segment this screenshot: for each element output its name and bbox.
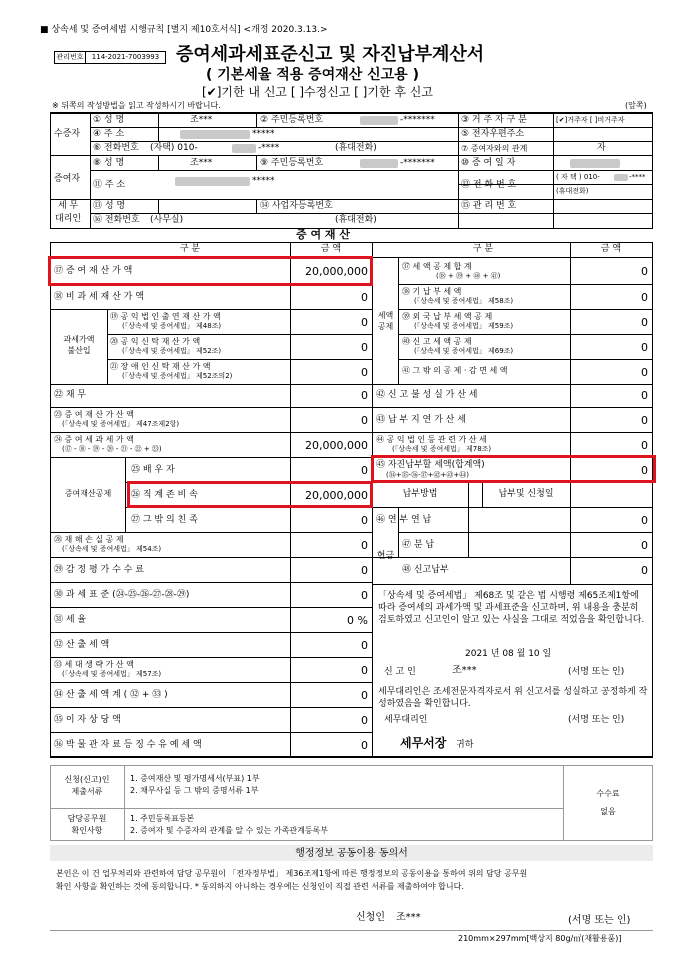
amount-spouse[interactable]: 0 [361, 464, 368, 477]
amount-underreport-penalty[interactable]: 0 [641, 389, 648, 402]
fee-label: 수수료 [596, 789, 620, 798]
row-public-trust-sub: (「상속세 및 증여세법」 제52조) [122, 347, 222, 355]
consent-text-1: 본인은 이 건 업무처리와 관련하여 담당 공무원이 「전자정부법」 제36조제1항에 따른 행정정보의 공동이용을 통하여 위의 담당 공무원 [56, 869, 528, 878]
recipient-rrn-label: ② 주민등록번호 [260, 115, 324, 125]
amount-filing-payment[interactable]: 0 [641, 564, 648, 577]
row-filing-credit: ㊵ 신 고 세 액 공 제 [402, 337, 472, 346]
group-taxfree-2: 불산입 [67, 346, 91, 355]
row-public-corp-penalty: ㊹ 공 익 법 인 등 관 련 가 산 세 [376, 435, 487, 444]
tax-office-suffix: 귀하 [456, 740, 474, 750]
row-late-payment-penalty: ㊸ 납 부 지 연 가 산 세 [376, 415, 466, 425]
amount-generation-skip[interactable]: 0 [361, 664, 368, 677]
recipient-address-tail[interactable]: ***** [252, 129, 275, 139]
mgmt-no-label-box [54, 51, 86, 64]
donor-address-masked [175, 177, 250, 186]
amount-self-payment-total[interactable]: 0 [641, 464, 648, 477]
row-lineal-relatives: ㉖ 직 계 존 비 속 [131, 490, 198, 500]
recipient-label: 수증자 [54, 129, 81, 139]
check-item-2: 2. 증여자 및 수증자의 관계를 알 수 있는 가족관계등록부 [130, 826, 328, 835]
amount-tax-credit-total[interactable]: 0 [641, 265, 648, 278]
right-header-category: 구 분 [472, 244, 494, 254]
agent-sign[interactable]: (서명 또는 인) [568, 715, 625, 725]
row-tax-credit-total: ㊲ 세 액 공 제 합 계 [402, 262, 472, 271]
section-title: 증 여 재 산 [296, 228, 350, 241]
row-installment: ㊻ 연 부 연 납 [376, 515, 432, 525]
donor-name[interactable]: 조*** [190, 158, 213, 168]
row-other-relatives: ㉗ 그 밖 의 친 족 [131, 515, 198, 525]
left-header-amount: 금 액 [320, 244, 342, 254]
gift-date-masked [570, 159, 620, 168]
donor-phone-tail[interactable]: -**** [629, 173, 646, 181]
consent-sign[interactable]: (서명 또는 인) [568, 915, 631, 926]
row-disabled-trust: ㉑ 장 애 인 신 탁 재 산 가 액 [110, 362, 211, 371]
agent-sign-label: 세무대리인 [384, 715, 428, 725]
recipient-address-label: ④ 주 소 [93, 129, 125, 139]
amount-public-corp-penalty[interactable]: 0 [641, 439, 648, 452]
amount-gift-addition[interactable]: 0 [361, 414, 368, 427]
donor-label: 증여자 [54, 174, 81, 184]
row-appraisal-fee: ㉙ 감 정 평 가 수 수 료 [54, 565, 144, 575]
row-computed-tax: ㉜ 산 출 세 액 [54, 640, 110, 650]
group-tax-credit-2: 공제 [377, 322, 394, 331]
left-header-category: 구 분 [179, 244, 201, 254]
highlight-lineal-relatives [127, 481, 373, 508]
row-disaster-loss-sub: (「상속세 및 증여세법」 제54조) [62, 545, 162, 553]
pay-apply-header: 납부및 신청일 [498, 489, 554, 499]
agent-statement: 세무대리인은 조세전문자격자로서 위 신고서를 성실하고 공정하게 작성하였음을 확인합니다. [378, 687, 648, 709]
page-side: (앞쪽) [625, 101, 647, 110]
agent-label-1: 세 무 [58, 201, 79, 211]
amount-museum-deferral[interactable]: 0 [361, 739, 368, 752]
donor-name-label: ⑧ 성 명 [93, 158, 125, 168]
row-disabled-trust-sub: (「상속세 및 증여세법」 제52조의2) [122, 372, 233, 380]
check-item-1: 1. 주민등록표등본 [130, 814, 195, 823]
row-gift-addition-sub: (「상속세 및 증여세법」 제47조제2항) [62, 420, 180, 428]
agent-mgmt-label: ⑮ 관 리 번 호 [461, 201, 517, 211]
amount-late-payment-penalty[interactable]: 0 [641, 414, 648, 427]
amount-split-payment[interactable]: 0 [641, 539, 648, 552]
row-self-payment-total-sub: (㉞+㉟-㊱-㊲+㊷+㊸+㊹) [386, 471, 469, 479]
row-prepaid-tax: ㊳ 기 납 부 세 액 [402, 287, 462, 296]
declaration-date: 2021 년 08 월 10 일 [465, 649, 552, 659]
amount-debt[interactable]: 0 [361, 389, 368, 402]
row-taxable-gift-value-sub: (⑰ - ⑱ - ⑲ - ⑳ - ㉑ - ㉒ + ㉓) [62, 445, 162, 453]
donor-phone-label: ⑫ 전 화 번 호 [461, 180, 517, 190]
donor-address-label: ⑪ 주 소 [93, 180, 126, 190]
agent-phone-office: (사무실) [150, 215, 184, 225]
consent-applicant-name[interactable]: 조*** [396, 912, 421, 923]
recipient-phone-mobile: (휴대전화) [335, 143, 377, 153]
fee-value: 없음 [600, 807, 616, 816]
attach-item-1: 1. 증여재산 및 평가명세서(부표) 1부 [130, 774, 260, 783]
row-computed-tax-total: ㉞ 산 출 세 액 계 ( ㉜ + ㉝ ) [54, 690, 168, 700]
recipient-phone-masked [232, 144, 256, 153]
row-gift-property-value: ⑰ 증 여 재 산 가 액 [54, 266, 133, 276]
amount-installment[interactable]: 0 [641, 514, 648, 527]
reporter-label: 신 고 인 [384, 667, 416, 677]
row-tax-credit-total-sub: (㊳ + ㊴ + ㊵ + ㊶) [436, 272, 501, 280]
row-underreport-penalty: ㊷ 신 고 불 성 실 가 산 세 [376, 390, 478, 400]
donor-rrn-label: ⑨ 주민등록번호 [260, 158, 324, 168]
relation-label: ⑦ 증여자와의 관계 [461, 144, 528, 153]
row-interest-equivalent: ㉟ 이 자 상 당 액 [54, 715, 121, 725]
row-generation-skip: ㉝ 세 대 생 략 가 산 액 [54, 660, 134, 669]
row-other-credit: ㊶ 그 밖 의 공 제 · 감 면 세 액 [402, 366, 508, 375]
agent-phone-mobile: (휴대전화) [335, 215, 377, 225]
row-museum-deferral: ㊱ 박 물 관 자 료 등 징 수 유 예 세 액 [54, 740, 202, 750]
attach-label-2: 제출서류 [71, 787, 103, 796]
recipient-rrn-masked [360, 116, 398, 125]
gift-date-label: ⑩ 증 여 일 자 [461, 158, 516, 168]
amount-computed-tax-total[interactable]: 0 [361, 689, 368, 702]
agent-biz-label: ⑭ 사업자등록번호 [260, 201, 333, 211]
row-gift-addition: ㉓ 증 여 재 산 가 산 액 [54, 410, 134, 419]
amount-appraisal-fee[interactable]: 0 [361, 564, 368, 577]
amount-tax-rate[interactable]: 0 % [347, 614, 368, 627]
check-label-1: 담당공무원 [67, 814, 107, 823]
amount-foreign-tax-credit[interactable]: 0 [641, 316, 648, 329]
donor-phone-masked [614, 174, 628, 181]
residency-label: ③ 거 주 자 구 분 [461, 115, 527, 125]
donor-rrn-tail[interactable]: -******* [400, 158, 435, 168]
amount-tax-base[interactable]: 0 [361, 589, 368, 602]
row-nontaxable-value: ⑱ 비 과 세 재 산 가 액 [54, 292, 144, 302]
tax-office: 세무서장 [400, 736, 447, 750]
agent-label-2: 대리인 [55, 214, 82, 224]
amount-prepaid-tax[interactable]: 0 [641, 291, 648, 304]
recipient-phone-home: (자택) 010- [150, 143, 198, 153]
row-generation-skip-sub: (「상속세 및 증여세법」 제57조) [62, 670, 162, 678]
agent-phone-label: ⑯ 전화번호 [93, 215, 140, 225]
recipient-name[interactable]: 조*** [190, 115, 213, 125]
relation-value[interactable]: 자 [597, 143, 606, 153]
report-type-options[interactable]: [✔]기한 내 신고 [ ]수정신고 [ ]기한 후 신고 [202, 85, 433, 99]
row-tax-base: ㉚ 과 세 표 준 (㉔-㉕-㉖-㉗-㉘-㉙) [54, 590, 190, 600]
row-foreign-tax-credit-sub: (「상속세 및 증여세법」 제59조) [414, 322, 514, 330]
group-tax-credit-1: 세액 [377, 311, 394, 320]
reporter-sign[interactable]: (서명 또는 인) [568, 667, 625, 677]
donor-phone-home: ( 자 택 ) 010- [556, 173, 600, 181]
check-label-2: 확인사항 [71, 826, 103, 835]
recipient-rrn-tail[interactable]: -******* [400, 115, 435, 125]
row-taxable-gift-value: ㉔ 증 여 세 과 세 가 액 [54, 435, 134, 444]
highlight-self-payment-total [371, 455, 656, 483]
group-taxfree-1: 과세가액 [63, 335, 95, 344]
pay-method-header: 납부방법 [402, 489, 438, 499]
amount-taxable-gift-value[interactable]: 20,000,000 [305, 439, 368, 452]
amount-disabled-trust[interactable]: 0 [361, 366, 368, 379]
recipient-address-masked [180, 130, 250, 139]
agent-name-label: ⑬ 성 명 [93, 201, 126, 211]
row-filing-payment: ㊽ 신고납부 [402, 565, 449, 575]
amount-disaster-loss[interactable]: 0 [361, 539, 368, 552]
row-split-payment: ㊼ 분 납 [402, 540, 435, 550]
row-public-corp-contribution: ⑲ 공 익 법 인 출 연 재 산 가 액 [110, 312, 221, 321]
recipient-phone-label: ⑥ 전화번호 [93, 143, 139, 153]
mgmt-no: 114-2021-7003993 [91, 53, 160, 61]
row-debt: ㉒ 채 무 [54, 390, 87, 400]
donor-address-tail[interactable]: ***** [252, 176, 275, 186]
highlight-gift-property-value [48, 256, 373, 286]
form-subtitle: ( 기본세율 적용 증여재산 신고용 ) [206, 67, 419, 83]
consent-title: 행정정보 공동이용 동의서 [295, 848, 408, 859]
amount-other-credit[interactable]: 0 [641, 366, 648, 379]
residency-value[interactable]: [✔]거주자 [ ]비거주자 [556, 116, 625, 124]
amount-gift-property-value[interactable]: 20,000,000 [305, 265, 368, 278]
group-gift-deduction: 증여재산공제 [64, 489, 112, 498]
amount-interest-equivalent[interactable]: 0 [361, 714, 368, 727]
row-public-corp-penalty-sub: (「상속세 및 증여세법」 제78조) [392, 445, 492, 453]
row-self-payment-total: ㊺ 자진납부할 세액(합계액) [376, 460, 485, 470]
consent-applicant-label: 신청인 [356, 912, 385, 923]
recipient-name-label: ① 성 명 [93, 115, 125, 125]
mgmt-no-label: 관리번호 [56, 53, 84, 61]
row-disaster-loss: ㉘ 재 해 손 실 공 제 [54, 535, 124, 544]
amount-lineal-relatives[interactable]: 20,000,000 [305, 489, 368, 502]
row-prepaid-tax-sub: (「상속세 및 증여세법」 제58조) [414, 297, 514, 305]
row-public-trust: ⑳ 공 익 신 탁 재 산 가 액 [110, 337, 201, 346]
group-cash: 현금 [376, 551, 395, 561]
row-public-corp-contribution-sub: (「상속세 및 증여세법」 제48조) [122, 322, 222, 330]
amount-public-corp-contribution[interactable]: 0 [361, 316, 368, 329]
row-foreign-tax-credit: ㊴ 외 국 납 부 세 액 공 제 [402, 312, 493, 321]
row-filing-credit-sub: (「상속세 및 증여세법」 제69조) [414, 347, 514, 355]
form-reference: ■ 상속세 및 증여세법 시행규칙 [별지 제10호서식] <개정 2020.3.13.> [40, 25, 328, 35]
donor-rrn-masked [360, 159, 398, 168]
amount-filing-credit[interactable]: 0 [641, 341, 648, 354]
instruction-note: ※ 뒤쪽의 작성방법을 읽고 작성하시기 바랍니다. [52, 101, 221, 110]
attach-label-1: 신청(신고)인 [64, 775, 110, 784]
email-label: ⑤ 전자우편주소 [461, 129, 525, 139]
paper-spec: 210mm×297mm[백상지 80g/㎡(재활용품)] [458, 934, 622, 943]
right-header-amount: 금 액 [600, 244, 622, 254]
form-title: 증여세과세표준신고 및 자진납부계산서 [176, 44, 485, 65]
mgmt-no-box [86, 51, 166, 64]
declaration-text: 「상속세 및 증여세법」 제68조 및 같은 법 시행령 제65조제1항에 따라 증여세의 과세가액 및 과세표준을 신고하며, 위 내용을 충분히 검토하였고 신고인이 알고 있는 사실을 그대로 적었음을 확인합니다. [378, 591, 645, 625]
donor-phone-mobile: (휴대전화) [556, 187, 589, 195]
attach-item-2: 2. 채무사실 등 그 밖의 증명서류 1부 [130, 786, 259, 795]
row-spouse: ㉕ 배 우 자 [131, 465, 175, 475]
amount-nontaxable-value[interactable]: 0 [361, 291, 368, 304]
amount-computed-tax[interactable]: 0 [361, 639, 368, 652]
consent-text-2: 확인 사항을 확인하는 것에 동의합니다. * 동의하지 아니하는 경우에는 신청인이 직접 관련 서류를 제출하여야 합니다. [56, 882, 464, 891]
row-tax-rate: ㉛ 세 율 [54, 615, 87, 625]
recipient-phone-tail[interactable]: -**** [258, 143, 280, 153]
amount-other-relatives[interactable]: 0 [361, 514, 368, 527]
reporter-name[interactable]: 조*** [452, 665, 477, 676]
amount-public-trust[interactable]: 0 [361, 341, 368, 354]
